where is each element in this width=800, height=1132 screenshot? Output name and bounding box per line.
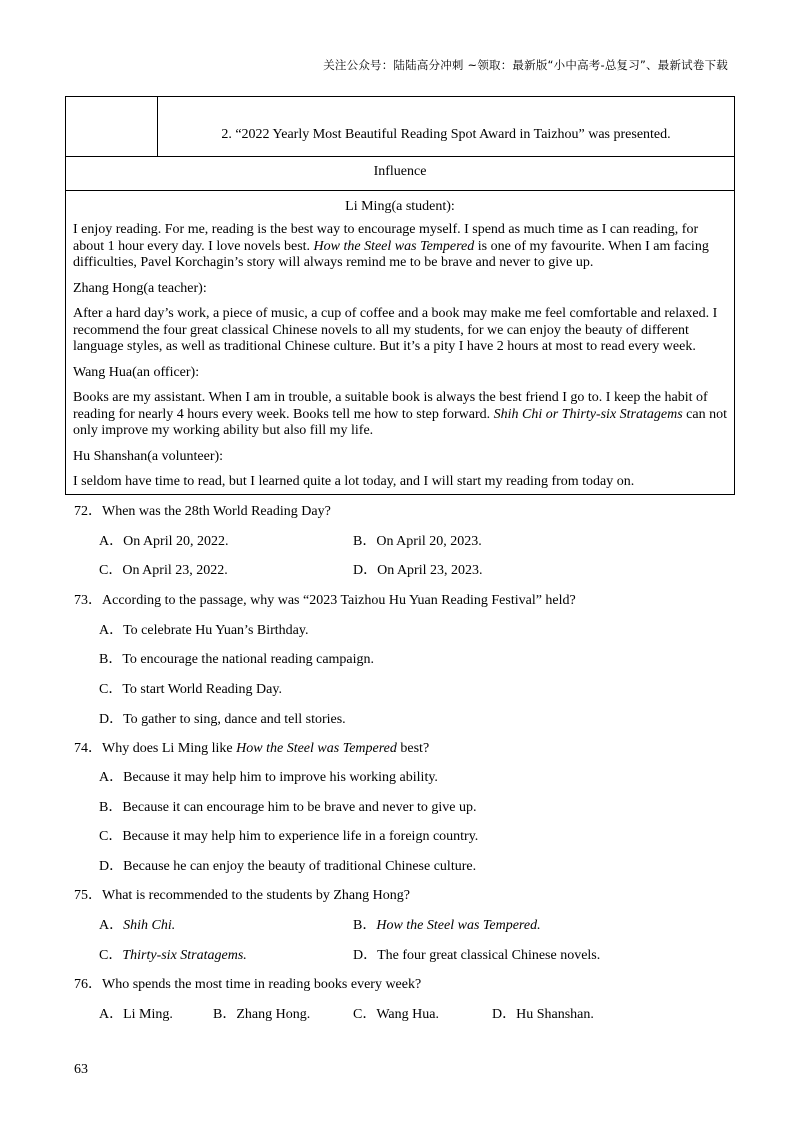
- option-73-c: C．To start World Reading Day.: [99, 682, 282, 697]
- option-74-a: A．Because it may help him to improve his working ability.: [99, 770, 438, 785]
- option-76-c: C．Wang Hua.: [353, 1007, 439, 1022]
- option-74-b: B．Because it can encourage him to be brave and never to give up.: [99, 800, 477, 815]
- option-75-c: C．Thirty-six Stratagems.: [99, 948, 247, 963]
- option-76-d: D．Hu Shanshan.: [492, 1007, 594, 1022]
- option-75-d: D．The four great classical Chinese novels.: [353, 948, 601, 963]
- table-row-opinions: [66, 191, 734, 494]
- option-73-d: D．To gather to sing, dance and tell stories.: [99, 712, 346, 727]
- question-75: 75．What is recommended to the students by Zhang Hong?: [74, 888, 410, 903]
- option-73-b: B．To encourage the national reading campaign.: [99, 652, 375, 667]
- table-cell-empty: [66, 97, 158, 156]
- passage-table: [65, 96, 735, 495]
- speaker-wang-hua: Wang Hua(an officer):: [73, 364, 200, 380]
- speaker-zhang-hong: Zhang Hong(a teacher):: [73, 280, 207, 296]
- opinion-zhang-hong: After a hard day’s work, a piece of music, a cup of coffee and a book may make me feel comfortable and relaxed. I recommend the four great classical Chinese novels to all my students, for we can enjoy the beauty of different language styles, as well as traditional Chinese culture. But it’s a pity I have 2 hours at most to read every week.: [73, 306, 718, 354]
- option-73-a: A．To celebrate Hu Yuan’s Birthday.: [99, 623, 309, 638]
- option-72-b: B．On April 20, 2023.: [353, 534, 482, 549]
- opinion-hu-shanshan: I seldom have time to read, but I learned quite a lot today, and I will start my reading from today on.: [73, 474, 635, 489]
- question-72: 72．When was the 28th World Reading Day?: [74, 504, 331, 519]
- table-cell-award: 2. “2022 Yearly Most Beautiful Reading Spot Award in Taizhou” was presented.: [221, 127, 671, 142]
- question-74: 74．Why does Li Ming like How the Steel was Tempered best?: [74, 741, 430, 756]
- page-header: 关注公众号：陆陆高分冲刺 ~领取：最新版“小中高考-总复习”、最新试卷下载: [323, 58, 728, 72]
- opinion-li-ming: I enjoy reading. For me, reading is the best way to encourage myself. I spend as much time as I can reading, for about 1 hour every day. I love novels best. How the Steel was Tempered is one of my favourite. When I am facing difficulties, Pavel Korchagin’s story will always remind me to be brave and never to give up.: [73, 222, 709, 270]
- speaker-hu-shanshan: Hu Shanshan(a volunteer):: [73, 448, 224, 464]
- question-73: 73．According to the passage, why was “2023 Taizhou Hu Yuan Reading Festival” held?: [74, 593, 576, 608]
- speaker-li-ming: Li Ming(a student):: [345, 199, 455, 214]
- opinion-wang-hua: Books are my assistant. When I am in trouble, a suitable book is always the best friend I go to. I keep the habit of reading for nearly 4 hours every week. Books tell me how to step forward. Shih Chi or Thirty-six Stratagems can not only improve my working ability but also fill my life.: [73, 390, 727, 438]
- option-75-b: B．How the Steel was Tempered.: [353, 918, 541, 933]
- option-76-b: B．Zhang Hong.: [213, 1007, 311, 1022]
- option-74-c: C．Because it may help him to experience life in a foreign country.: [99, 829, 479, 844]
- option-74-d: D．Because he can enjoy the beauty of traditional Chinese culture.: [99, 859, 477, 874]
- option-72-c: C．On April 23, 2022.: [99, 563, 228, 578]
- page-number: 63: [74, 1062, 88, 1077]
- option-76-a: A．Li Ming.: [99, 1007, 173, 1022]
- table-row: [66, 97, 734, 157]
- question-76: 76．Who spends the most time in reading books every week?: [74, 977, 422, 992]
- option-72-d: D．On April 23, 2023.: [353, 563, 483, 578]
- option-72-a: A．On April 20, 2022.: [99, 534, 229, 549]
- table-row-influence: Influence: [66, 157, 734, 191]
- option-75-a: A．Shih Chi.: [99, 918, 176, 933]
